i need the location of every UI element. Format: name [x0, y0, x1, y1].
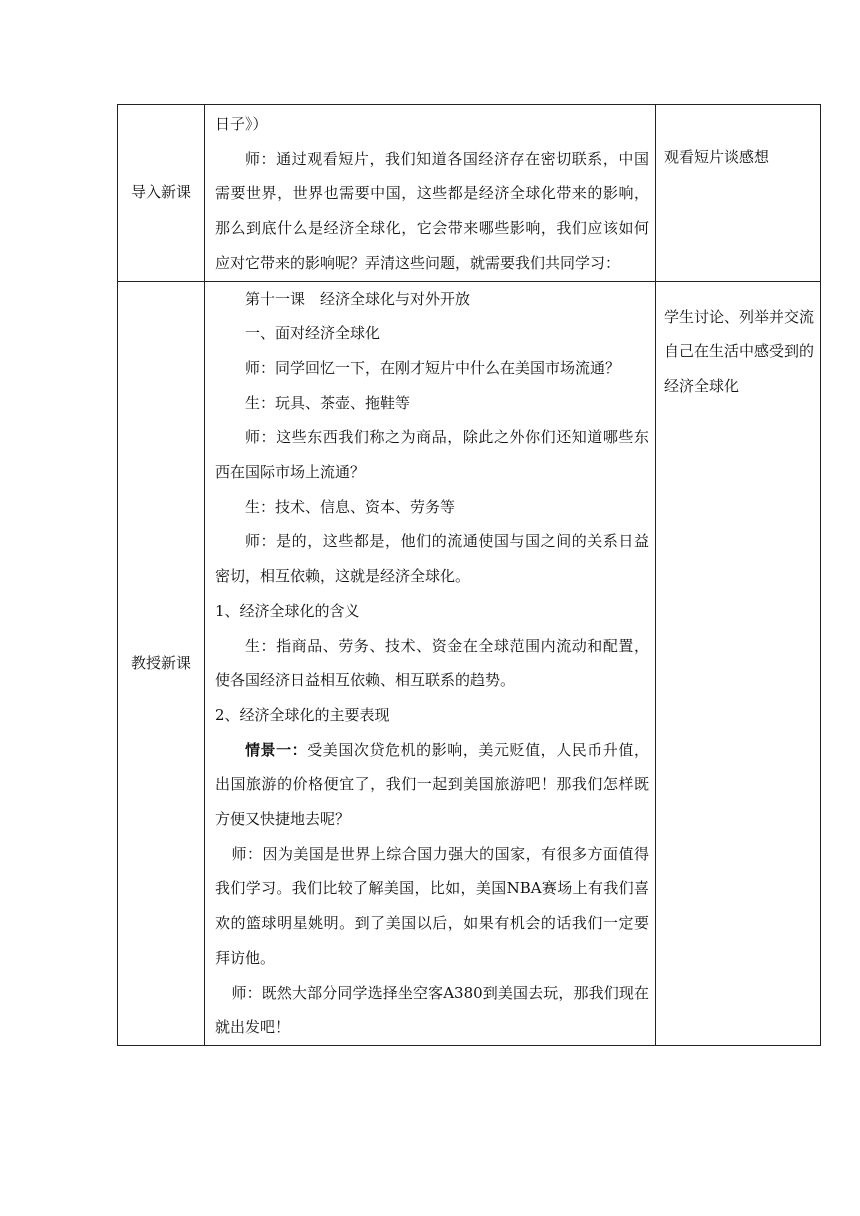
paragraph-teacher-2: 师：这些东西我们称之为商品，除此之外你们还知道哪些东西在国际市场上流通？ [215, 428, 649, 482]
paragraph-teacher-3: 师：是的，这些都是，他们的流通使国与国之间的关系日益密切，相互依赖，这就是经济全球化。 [215, 532, 649, 586]
paragraph-teacher-4: 师：因为美国是世界上综合国力强大的国家，有很多方面值得我们学习。我们比较了解美国，比如，美国NBA赛场上有我们喜欢的篮球明星姚明。到了美国以后，如果有机会的话我们一定要拜访他。 [215, 844, 649, 967]
new-lesson-content [205, 281, 656, 1045]
intro-student-activity: 观看短片谈感想 [656, 105, 821, 282]
subheading-manifestations: 2、经济全球化的主要表现 [215, 705, 390, 724]
scenario-text: 受美国次贷危机的影响，美元贬值，人民币升值，出国旅游的价格便宜了，我们一起到美国旅游吧！那我们怎样既方便又快捷地去呢？ [215, 740, 649, 829]
row-intro [118, 105, 821, 282]
paragraph-scenario-1 [215, 733, 649, 837]
paragraph-teacher-5: 师：既然大部分同学选择坐空客A380到美国去玩，那我们现在就出发吧！ [215, 983, 649, 1037]
intro-paragraph-1: 日子》） [215, 115, 268, 133]
section-label-intro: 导入新课 [118, 105, 205, 282]
lesson-title: 第十一课 经济全球化与对外开放 [245, 289, 471, 308]
paragraph-student-2: 生：技术、信息、资本、劳务等 [245, 497, 456, 516]
paragraph-student-1: 生：玩具、茶壶、拖鞋等 [245, 393, 411, 412]
scenario-label: 情景一： [245, 740, 308, 759]
new-lesson-student-activity: 学生讨论、列举并交流自己在生活中感受到的经济全球化 [656, 281, 821, 1045]
row-new-lesson [118, 281, 821, 1045]
subheading-definition: 1、经济全球化的含义 [215, 601, 360, 620]
intro-paragraph-2: 师：通过观看短片，我们知道各国经济存在密切联系，中国需要世界，世界也需要中国，这些都是经济全球化带来的影响，那么到底什么是经济全球化，它会带来哪些影响，我们应该如何应对它带来的影响呢？弄清这些问题，就需要我们共同学习： [215, 149, 649, 272]
paragraph-teacher-1: 师：同学回忆一下，在刚才短片中什么在美国市场流通？ [245, 358, 621, 377]
section-heading-1: 一、面对经济全球化 [245, 324, 381, 343]
lesson-plan-table [117, 104, 821, 1046]
section-label-new-lesson: 教授新课 [118, 281, 205, 1045]
paragraph-student-3: 生：指商品、劳务、技术、资金在全球范围内流动和配置，使各国经济日益相互依赖、相互联系的趋势。 [215, 636, 649, 690]
intro-content [205, 105, 656, 282]
